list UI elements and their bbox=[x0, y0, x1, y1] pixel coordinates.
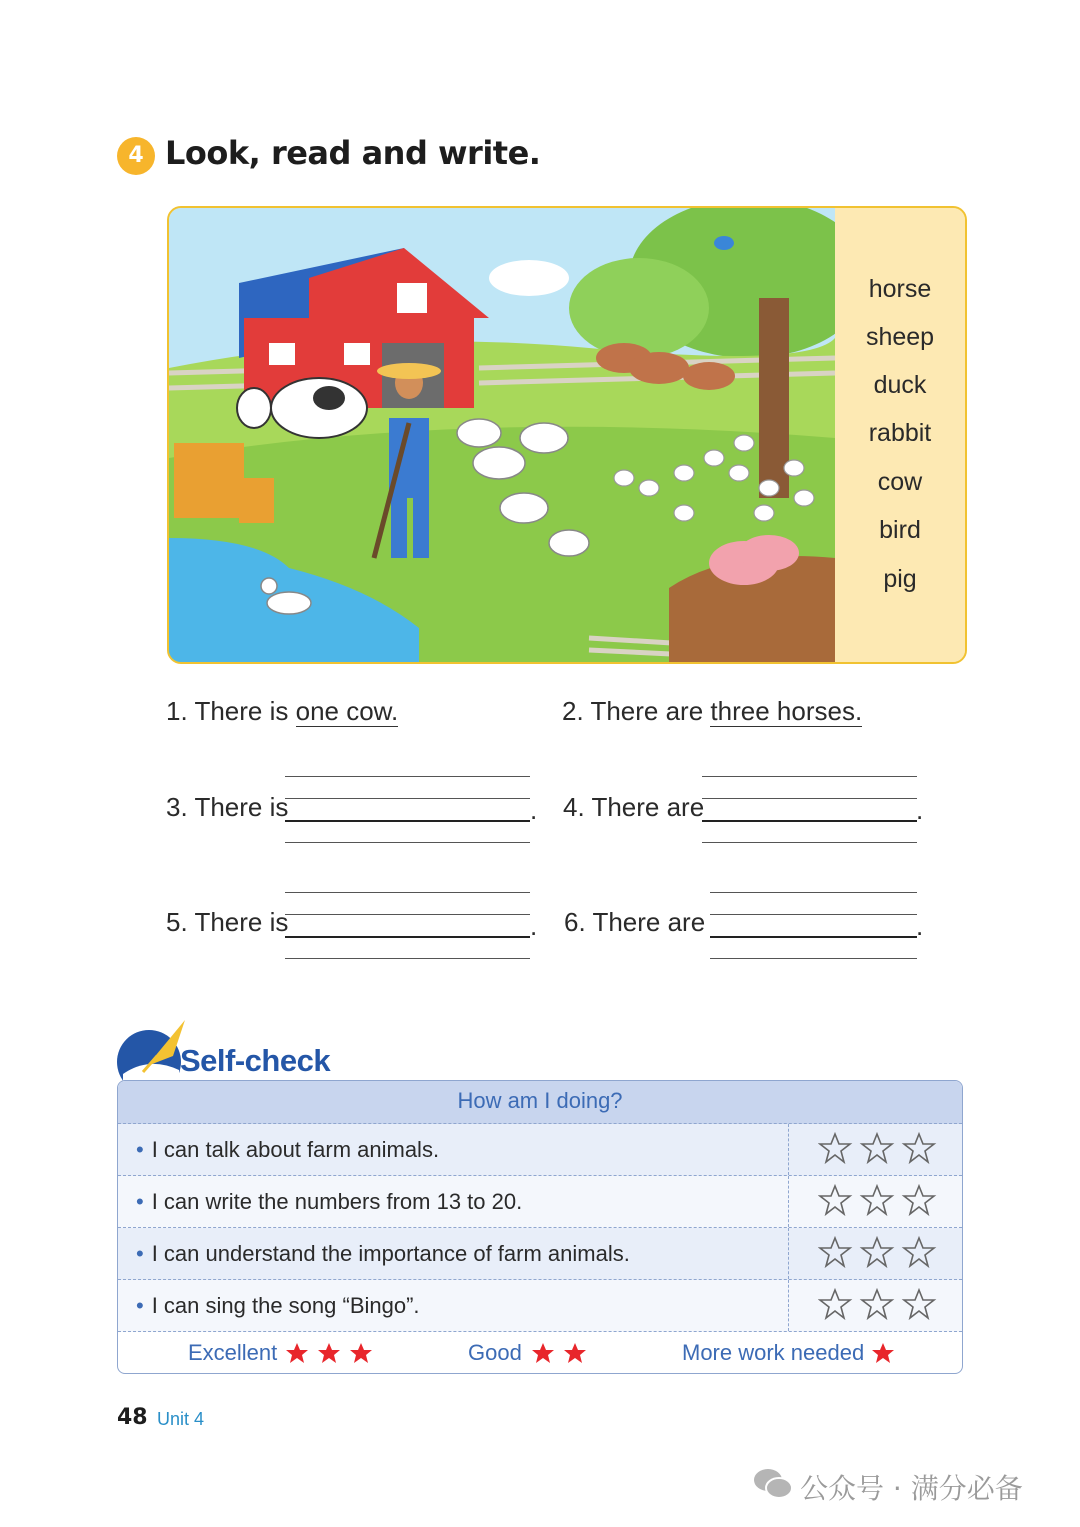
word-bank-item: duck bbox=[873, 371, 927, 399]
self-check-table bbox=[117, 1080, 963, 1374]
writing-line bbox=[285, 958, 530, 959]
writing-line bbox=[710, 958, 917, 959]
star-outline-icon bbox=[862, 1290, 892, 1318]
full-stop: . bbox=[530, 911, 538, 941]
word-bank-item: horse bbox=[868, 275, 932, 303]
sentence-number: 3. bbox=[166, 792, 188, 822]
self-check-title: Self-check bbox=[180, 1043, 331, 1078]
sentence-prefix: There is bbox=[194, 907, 289, 937]
row-divider bbox=[788, 1124, 789, 1175]
sentence-prefix: There are bbox=[592, 907, 706, 937]
self-check-item: • I can talk about farm animals. bbox=[136, 1137, 440, 1162]
star-outline-icon bbox=[820, 1134, 850, 1162]
row-divider bbox=[788, 1176, 789, 1227]
farm-scene-illustration bbox=[169, 208, 835, 662]
answer-field-4[interactable] bbox=[702, 776, 917, 844]
sentence-number: 4. bbox=[563, 792, 585, 822]
writing-line bbox=[702, 842, 917, 843]
wechat-icon bbox=[752, 1466, 794, 1500]
star-outline-icon bbox=[904, 1238, 934, 1266]
rating-legend bbox=[118, 1332, 962, 1373]
sentence-prefix: There is bbox=[194, 696, 289, 726]
sentence-2 bbox=[562, 696, 862, 727]
word-bank-item: bird bbox=[879, 516, 921, 544]
word-bank-item: pig bbox=[883, 565, 917, 593]
sentence-number: 2. bbox=[562, 696, 584, 726]
writing-baseline bbox=[702, 820, 917, 822]
answer-field-3[interactable] bbox=[285, 776, 530, 844]
rating-stars[interactable] bbox=[818, 1236, 938, 1270]
legend-stars-2 bbox=[531, 1342, 591, 1366]
writing-line bbox=[285, 776, 530, 777]
writing-line bbox=[285, 798, 530, 799]
star-outline-icon bbox=[820, 1238, 850, 1266]
star-filled-icon bbox=[564, 1343, 586, 1363]
sentence-answer: one cow. bbox=[295, 696, 399, 726]
full-stop: . bbox=[916, 911, 924, 941]
row-divider bbox=[788, 1228, 789, 1279]
writing-line bbox=[285, 842, 530, 843]
star-outline-icon bbox=[862, 1186, 892, 1214]
rating-stars[interactable] bbox=[818, 1288, 938, 1322]
sentence-number: 6. bbox=[564, 907, 586, 937]
self-check-row bbox=[118, 1176, 962, 1228]
star-outline-icon bbox=[820, 1186, 850, 1214]
legend-label: Good bbox=[468, 1340, 522, 1365]
star-filled-icon bbox=[286, 1343, 308, 1363]
star-filled-icon bbox=[318, 1343, 340, 1363]
self-check-item: • I can sing the song “Bingo”. bbox=[136, 1293, 420, 1318]
unit-label: Unit 4 bbox=[157, 1409, 205, 1429]
star-outline-icon bbox=[862, 1238, 892, 1266]
legend-label: Excellent bbox=[188, 1340, 278, 1365]
legend-stars-1 bbox=[871, 1342, 897, 1366]
star-outline-icon bbox=[904, 1134, 934, 1162]
word-bank-item: rabbit bbox=[868, 419, 932, 447]
writing-baseline bbox=[285, 820, 530, 822]
writing-line bbox=[710, 914, 917, 915]
star-filled-icon bbox=[350, 1343, 372, 1363]
sentence-6 bbox=[564, 907, 705, 938]
page-number: 48 bbox=[117, 1405, 148, 1430]
sentence-number: 1. bbox=[166, 696, 188, 726]
answer-field-5[interactable] bbox=[285, 892, 530, 960]
star-outline-icon bbox=[904, 1290, 934, 1318]
self-check-row bbox=[118, 1228, 962, 1280]
self-check-header: How am I doing? bbox=[118, 1081, 962, 1124]
word-bank bbox=[835, 208, 965, 662]
exercise-title: Look, read and write. bbox=[165, 134, 541, 172]
sentence-prefix: There are bbox=[591, 792, 705, 822]
star-outline-icon bbox=[904, 1186, 934, 1214]
word-bank-item: cow bbox=[877, 468, 923, 496]
writing-line bbox=[702, 776, 917, 777]
legend-label: More work needed bbox=[682, 1340, 865, 1365]
sentence-5 bbox=[166, 907, 288, 938]
full-stop: . bbox=[916, 795, 924, 825]
star-outline-icon bbox=[862, 1134, 892, 1162]
word-bank-item: sheep bbox=[865, 323, 935, 351]
sentence-number: 5. bbox=[166, 907, 188, 937]
writing-baseline bbox=[710, 936, 917, 938]
sentence-prefix: There is bbox=[194, 792, 289, 822]
farm-picture-frame bbox=[167, 206, 967, 664]
star-filled-icon bbox=[532, 1343, 554, 1363]
sentence-1 bbox=[166, 696, 398, 727]
answer-field-6[interactable] bbox=[710, 892, 917, 960]
rating-stars[interactable] bbox=[818, 1132, 938, 1166]
writing-line bbox=[285, 914, 530, 915]
self-check-item: • I can write the numbers from 13 to 20. bbox=[136, 1189, 523, 1214]
rating-stars[interactable] bbox=[818, 1184, 938, 1218]
full-stop: . bbox=[530, 795, 538, 825]
legend-stars-3 bbox=[285, 1342, 375, 1366]
sentence-prefix: There are bbox=[590, 696, 704, 726]
writing-line bbox=[285, 892, 530, 893]
self-check-row bbox=[118, 1124, 962, 1176]
sentence-4 bbox=[563, 792, 704, 823]
writing-line bbox=[702, 798, 917, 799]
sentence-3 bbox=[166, 792, 288, 823]
writing-line bbox=[710, 892, 917, 893]
star-filled-icon bbox=[872, 1343, 894, 1363]
exercise-number-badge: 4 bbox=[117, 137, 155, 175]
watermark-text: 公众号 · 满分必备 bbox=[800, 1472, 1023, 1505]
writing-baseline bbox=[285, 936, 530, 938]
row-divider bbox=[788, 1280, 789, 1331]
star-outline-icon bbox=[820, 1290, 850, 1318]
self-check-row bbox=[118, 1280, 962, 1332]
self-check-item: • I can understand the importance of farm animals. bbox=[136, 1241, 630, 1266]
sentence-answer: three horses. bbox=[710, 696, 863, 726]
